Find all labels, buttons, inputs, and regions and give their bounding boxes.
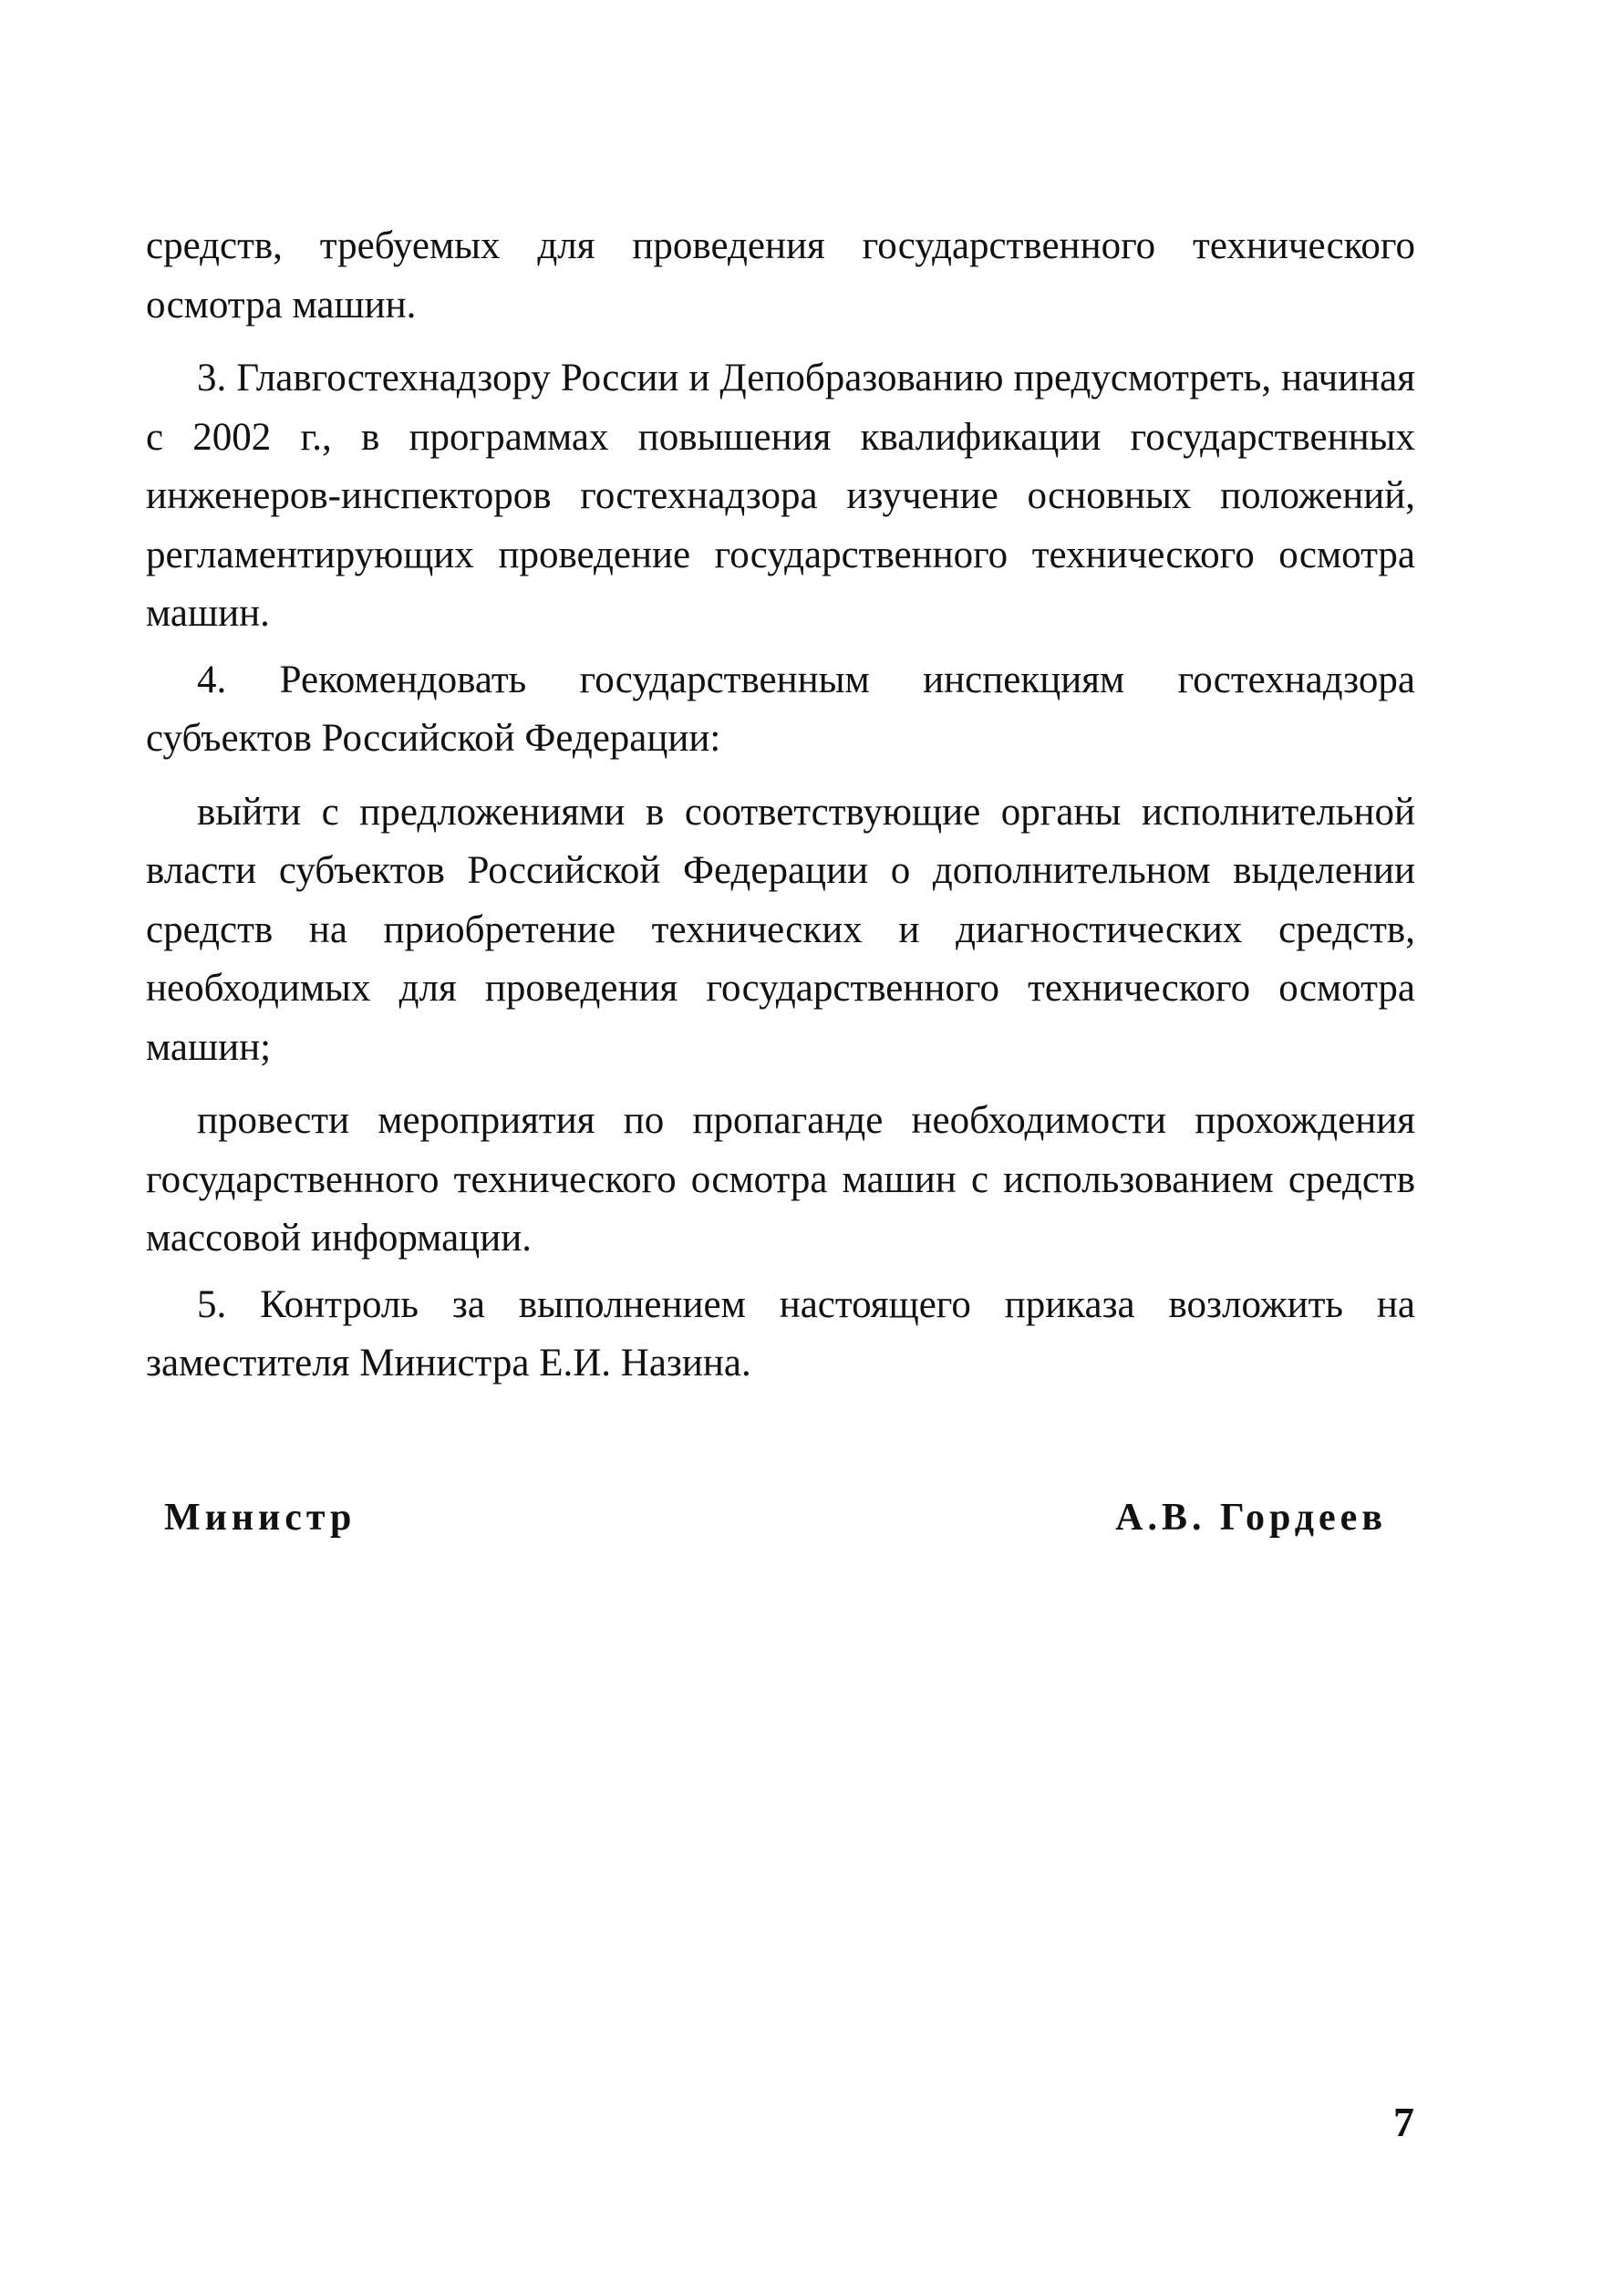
paragraph-item-5: 5. Контроль за выполнением настоящего приказа возложить на заместителя Министра Е.И. Назина. (146, 1282, 1415, 1385)
page-number: 7 (1393, 2099, 1414, 2145)
paragraph-continuation: средств, требуемых для проведения государственного технического осмотра машин. (146, 224, 1415, 327)
document-body (146, 217, 1415, 1394)
paragraph-subitem-1: выйти с предложениями в соответствующие органы исполнительной власти субъектов Российской Федерации о дополнительном выделении средств на приобретение технических и диагностических средств, необходимых для проведения государственного технического осмотра машин; (146, 790, 1415, 1069)
signature-name: А.В. Гордеев (1115, 1497, 1387, 1539)
paragraph-item-4: 4. Рекомендовать государственным инспекциям гостехнадзора субъектов Российской Федерации: (146, 658, 1415, 760)
paragraph-subitem-2: провести мероприятия по пропаганде необходимости прохождения государственного технического осмотра машин с использованием средств массовой информации. (146, 1099, 1415, 1260)
paragraph-item-3: 3. Главгостехнадзору России и Депобразованию предусмотреть, начиная с 2002 г., в программах повышения квалификации государственных инженеров-инспекторов гостехнадзора изучение основных положений, регламентирующих проведение государственного технического осмотра машин. (146, 357, 1415, 635)
signature-title: Министр (164, 1497, 357, 1539)
